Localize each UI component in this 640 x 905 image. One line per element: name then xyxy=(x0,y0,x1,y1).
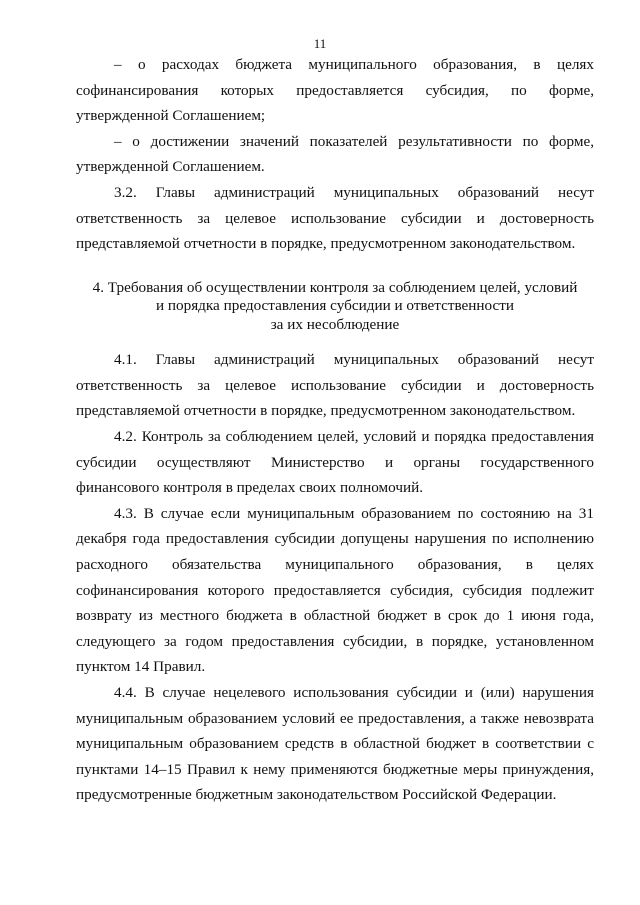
paragraph-3-2: 3.2. Главы администраций муниципальных образований несут ответственность за целевое использование субсидии и достоверность представляемой отчетности в порядке, предусмотренном законодательством. xyxy=(76,183,594,253)
budget-expenses-item: – о расходах бюджета муниципального образования, в целях софинансирования которых предоставляется субсидия, по форме, утвержденной Соглашением; xyxy=(76,56,594,125)
page-number: 11 xyxy=(313,36,327,51)
section-4-heading xyxy=(76,279,594,335)
indicators-item: – о достижении значений показателей результативности по форме, утвержденной Соглашением. xyxy=(76,132,594,176)
document-body xyxy=(76,52,594,808)
section-4-heading-line-3: за их несоблюдение xyxy=(270,315,400,333)
paragraph-4-4: 4.4. В случае нецелевого использования субсидии и (или) нарушения муниципальным образованием условий ее предоставления, а также невозврата муниципальным образованием средств в областной бюджет в соответствии с пунктами 14–15 Правил к нему применяются бюджетные меры принуждения, предусмотренные бюджетным законодательством Российской Федерации. xyxy=(76,683,594,804)
paragraph-4-3: 4.3. В случае если муниципальным образованием по состоянию на 31 декабря года предоставления субсидии допущены нарушения по исполнению расходного обязательства муниципального образования, в целях софинансирования которого предоставляется субсидия, субсидия подлежит возврату из местного бюджета в областной бюджет в срок до 1 июня года, следующего за годом предоставления субсидии, в порядке, установленном пунктом 14 Правил. xyxy=(76,504,594,676)
section-4-heading-line-1: 4. Требования об осуществлении контроля за соблюдением целей, условий xyxy=(92,278,578,296)
paragraph-4-1: 4.1. Главы администраций муниципальных образований несут ответственность за целевое использование субсидии и достоверность представляемой отчетности в порядке, предусмотренном законодательством. xyxy=(76,351,594,420)
section-4-heading-line-2: и порядка предоставления субсидии и ответственности xyxy=(155,297,515,315)
paragraph-4-2: 4.2. Контроль за соблюдением целей, условий и порядка предоставления субсидии осуществляют Министерство и органы государственного финансового контроля в пределах своих полномочий. xyxy=(76,428,594,497)
